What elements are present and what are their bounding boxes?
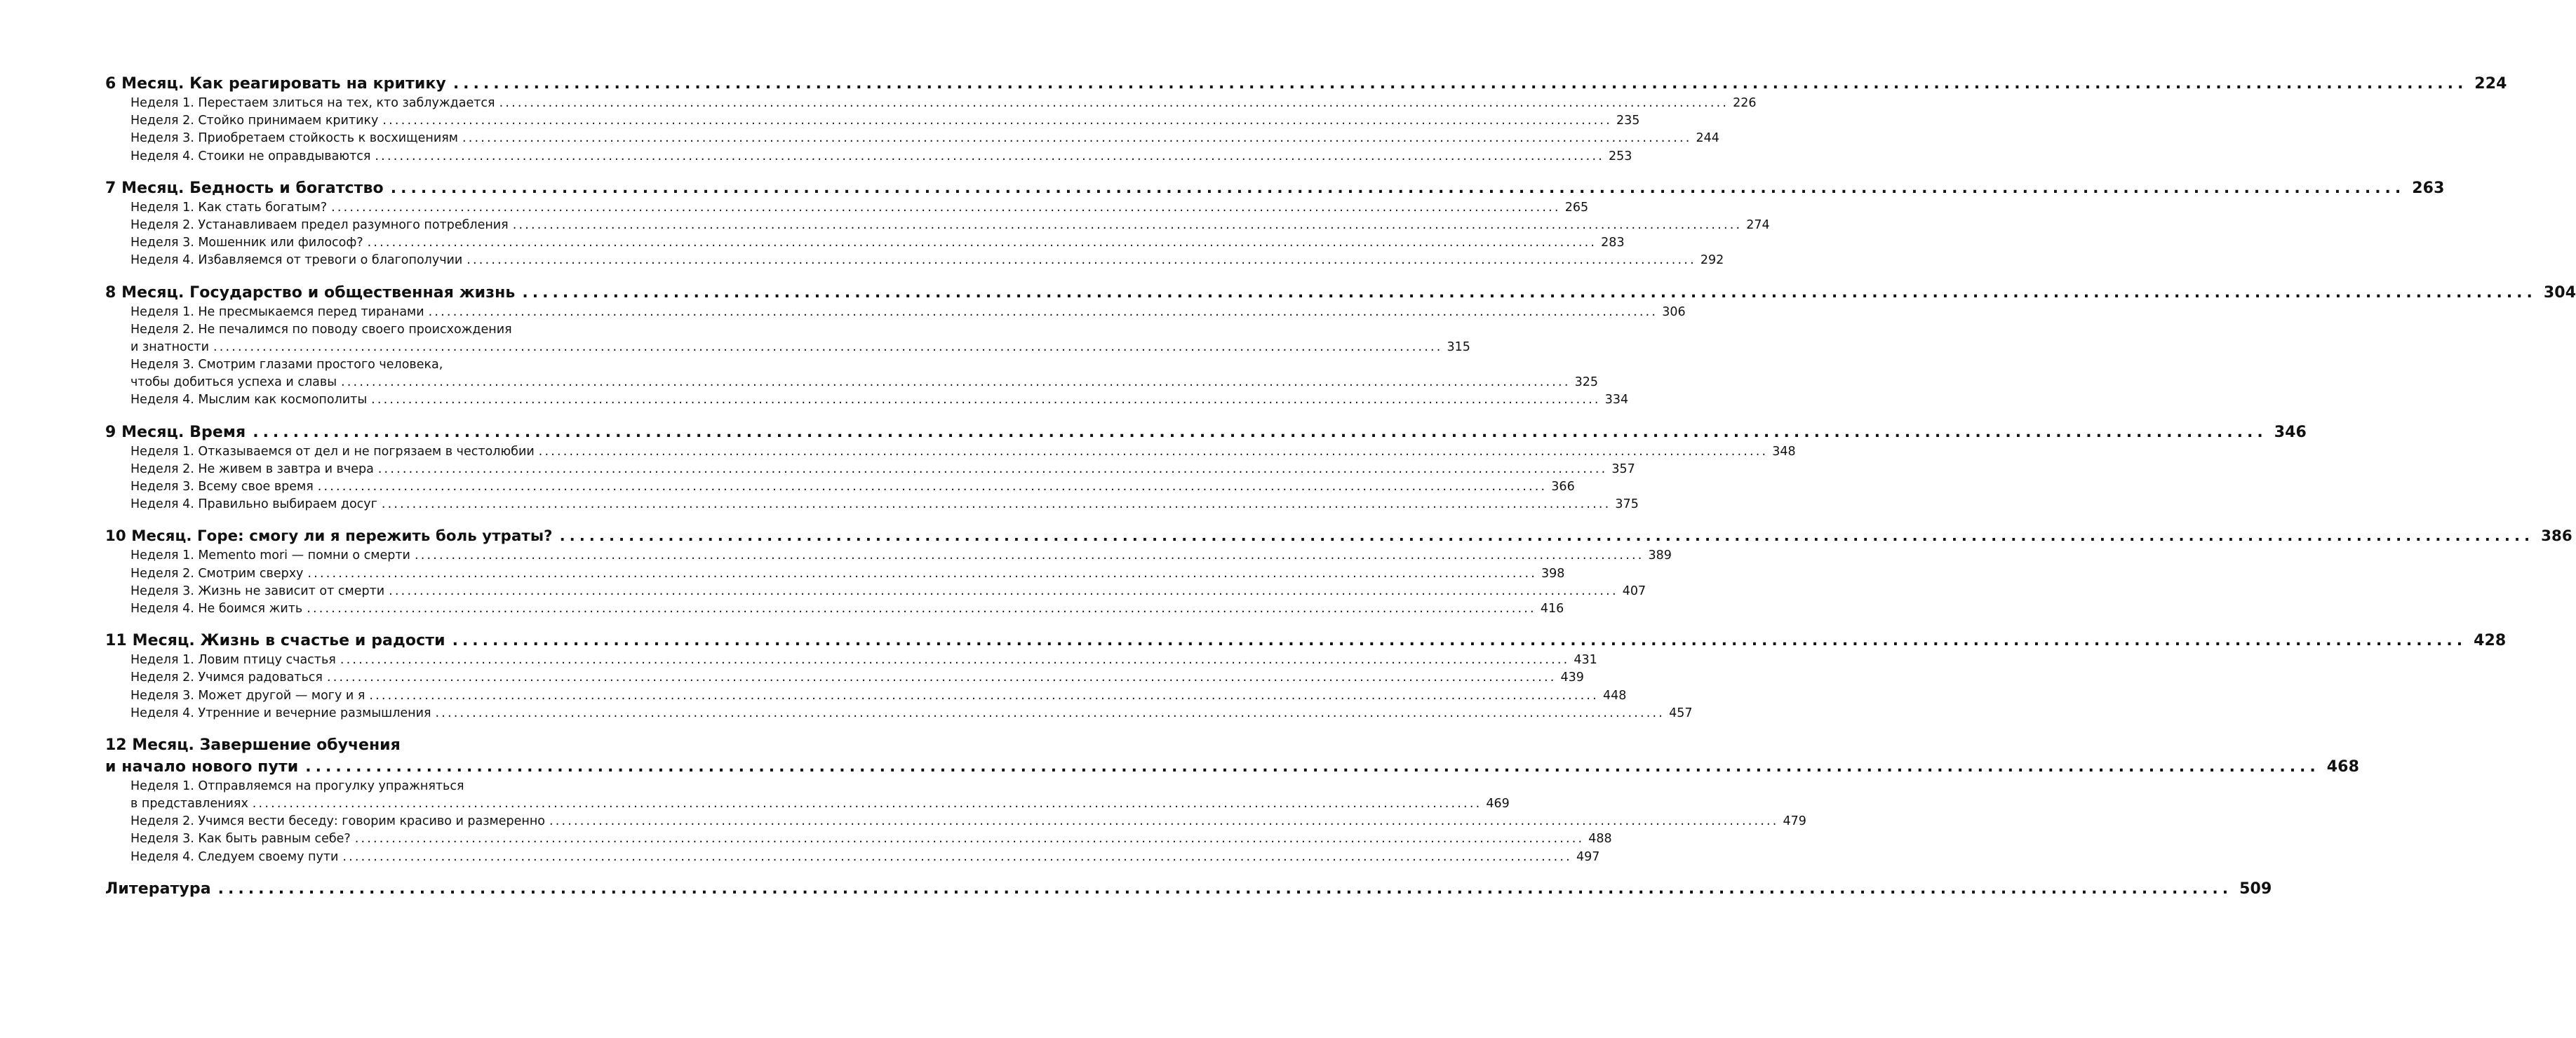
toc-chapter-entry-line2[interactable] xyxy=(105,756,2359,778)
week-title: Неделя 4. Утренние и вечерние размышления xyxy=(130,706,431,720)
dot-leader: ........................................................................................................................................................................................................ xyxy=(217,879,2233,898)
page-number: 292 xyxy=(1700,253,1724,268)
page-number: 346 xyxy=(2274,423,2307,441)
chapter-title-continued: и начало нового пути xyxy=(105,757,299,776)
week-title: Неделя 3. Мошенник или философ? xyxy=(130,236,363,250)
week-title: Неделя 1. Memento mori — помни о смерти xyxy=(130,548,410,563)
page-number: 457 xyxy=(1669,706,1693,720)
week-title-continued: чтобы добиться успеха и славы xyxy=(130,375,337,390)
week-title: Неделя 2. Учимся вести беседу: говорим красиво и размеренно xyxy=(130,814,545,829)
page-number: 407 xyxy=(1622,584,1646,598)
page-number: 224 xyxy=(2474,75,2507,93)
dot-leader: ........................................................................................................................................................................................................ xyxy=(252,797,1482,811)
toc-week-entry[interactable] xyxy=(105,583,1646,600)
toc-section-month-8 xyxy=(105,282,2576,410)
dot-leader: ........................................................................................................................................................................................................ xyxy=(382,114,1612,128)
week-title: Неделя 4. Следуем своему пути xyxy=(130,849,339,864)
dot-leader: ........................................................................................................................................................................................................ xyxy=(390,179,2406,197)
dot-leader: ........................................................................................................................................................................................................ xyxy=(307,566,1537,581)
dot-leader: ........................................................................................................................................................................................................ xyxy=(375,149,1604,163)
week-title: Неделя 3. Как быть равным себе? xyxy=(130,832,351,847)
page-number: 488 xyxy=(1588,832,1612,847)
week-title: Неделя 1. Отправляемся на прогулку упражняться xyxy=(130,779,464,793)
toc-week-entry[interactable] xyxy=(105,391,1629,409)
page-number: 357 xyxy=(1611,461,1635,476)
toc-week-entry[interactable] xyxy=(105,813,1806,830)
dot-leader: ........................................................................................................................................................................................................ xyxy=(326,670,1557,685)
toc-section-month-7 xyxy=(105,177,2445,270)
page-number: 244 xyxy=(1696,131,1719,146)
dot-leader: ........................................................................................................................................................................................................ xyxy=(538,444,1769,459)
week-title: Неделя 3. Смотрим глазами простого человека, xyxy=(130,358,443,372)
dot-leader: ........................................................................................................................................................................................................ xyxy=(414,548,1644,563)
toc-week-entry[interactable] xyxy=(105,95,1757,112)
page-number: 416 xyxy=(1540,601,1564,616)
dot-leader: ........................................................................................................................................................................................................ xyxy=(467,253,1696,268)
page-number: 431 xyxy=(1574,653,1597,668)
chapter-title: Литература xyxy=(105,879,211,898)
page-number: 509 xyxy=(2239,879,2272,898)
page-number: 304 xyxy=(2543,283,2576,302)
chapter-title: 10 Месяц. Горе: смогу ли я пережить боль утраты? xyxy=(105,527,553,546)
toc-week-entry[interactable] xyxy=(105,478,1575,496)
toc-week-entry[interactable] xyxy=(105,217,1770,234)
dot-leader: ........................................................................................................................................................................................................ xyxy=(305,757,2320,776)
toc-week-entry[interactable] xyxy=(105,565,1565,583)
chapter-title: 9 Месяц. Время xyxy=(105,423,246,441)
page-number: 334 xyxy=(1604,393,1629,407)
toc-week-entry[interactable] xyxy=(105,849,1600,866)
chapter-title: 11 Месяц. Жизнь в счастье и радости xyxy=(105,632,445,650)
toc-week-entry[interactable] xyxy=(105,304,1686,321)
toc-week-entry[interactable] xyxy=(105,669,1584,687)
toc-chapter-entry[interactable] xyxy=(105,525,2572,547)
week-title: Неделя 1. Не пресмыкаемся перед тиранами xyxy=(130,304,424,319)
dot-leader: ........................................................................................................................................................................................................ xyxy=(522,283,2537,302)
toc-chapter-entry-line1[interactable] xyxy=(105,734,601,756)
week-title: Неделя 4. Не боимся жить xyxy=(130,601,303,616)
dot-leader: ........................................................................................................................................................................................................ xyxy=(549,814,1779,829)
toc-chapter-entry[interactable] xyxy=(105,422,2307,443)
week-title: Неделя 3. Может другой — могу и я xyxy=(130,688,365,703)
dot-leader: ........................................................................................................................................................................................................ xyxy=(342,849,1572,864)
dot-leader: ........................................................................................................................................................................................................ xyxy=(389,584,1618,598)
toc-week-entry[interactable] xyxy=(105,496,1639,513)
dot-leader: ........................................................................................................................................................................................................ xyxy=(354,832,1585,847)
page-number: 386 xyxy=(2541,527,2572,546)
dot-leader: ........................................................................................................................................................................................................ xyxy=(331,200,1561,215)
dot-leader: ........................................................................................................................................................................................................ xyxy=(452,75,2468,93)
toc-week-entry[interactable] xyxy=(105,443,1796,461)
toc-week-entry[interactable] xyxy=(105,461,1635,478)
dot-leader: ........................................................................................................................................................................................................ xyxy=(213,339,1443,354)
page-number: 439 xyxy=(1560,670,1584,685)
page-number: 389 xyxy=(1648,548,1672,563)
toc-week-entry-line1[interactable] xyxy=(105,778,601,795)
week-title: Неделя 1. Ловим птицу счастья xyxy=(130,653,336,668)
page-number: 235 xyxy=(1616,114,1640,128)
dot-leader: ........................................................................................................................................................................................................ xyxy=(367,236,1597,250)
chapter-title: 8 Месяц. Государство и общественная жизнь xyxy=(105,283,516,302)
week-title: Неделя 1. Перестаем злиться на тех, кто заблуждается xyxy=(130,96,495,110)
dot-leader: ........................................................................................................................................................................................................ xyxy=(381,497,1611,512)
toc-week-entry[interactable] xyxy=(105,252,1724,269)
week-title: Неделя 2. Смотрим сверху xyxy=(130,566,304,581)
page-number: 274 xyxy=(1746,217,1770,232)
toc-week-entry[interactable] xyxy=(105,705,1693,722)
toc-section-month-6 xyxy=(105,73,2507,166)
week-title: Неделя 3. Жизнь не зависит от смерти xyxy=(130,584,385,598)
dot-leader: ........................................................................................................................................................................................................ xyxy=(452,632,2467,650)
page-number: 263 xyxy=(2412,179,2445,197)
page-number: 306 xyxy=(1662,304,1686,319)
dot-leader: ........................................................................................................................................................................................................ xyxy=(369,688,1599,703)
dot-leader: ........................................................................................................................................................................................................ xyxy=(435,706,1665,720)
week-title: Неделя 4. Мыслим как космополиты xyxy=(130,393,368,407)
page-number: 226 xyxy=(1733,96,1757,110)
toc-week-entry-line2[interactable] xyxy=(105,339,1470,356)
page-number: 448 xyxy=(1602,688,1627,703)
toc-week-entry[interactable] xyxy=(105,600,1564,618)
page-number: 479 xyxy=(1783,814,1806,829)
toc-week-entry[interactable] xyxy=(105,112,1640,130)
week-title: Неделя 1. Как стать богатым? xyxy=(130,200,328,215)
page-number: 283 xyxy=(1601,236,1625,250)
week-title-continued: и знатности xyxy=(130,339,209,354)
toc-week-entry[interactable] xyxy=(105,234,1625,252)
page-number: 253 xyxy=(1608,149,1632,163)
page-number: 315 xyxy=(1447,339,1470,354)
dot-leader: ........................................................................................................................................................................................................ xyxy=(462,131,1692,146)
toc-section-month-9 xyxy=(105,422,2307,514)
chapter-title: 12 Месяц. Завершение обучения xyxy=(105,736,401,754)
toc-week-entry[interactable] xyxy=(105,199,1589,217)
toc-week-entry[interactable] xyxy=(105,130,1719,147)
page-number: 469 xyxy=(1486,797,1510,811)
chapter-title: 7 Месяц. Бедность и богатство xyxy=(105,179,384,197)
toc-section-month-11 xyxy=(105,630,2507,722)
week-title-continued: в представлениях xyxy=(130,797,248,811)
week-title: Неделя 4. Правильно выбираем досуг xyxy=(130,497,377,512)
page-number: 428 xyxy=(2474,632,2507,650)
toc-week-entry[interactable] xyxy=(105,687,1627,705)
page-number: 468 xyxy=(2326,757,2359,776)
toc-chapter-entry[interactable] xyxy=(105,73,2507,95)
toc-week-entry-line1[interactable] xyxy=(105,356,601,374)
dot-leader: ........................................................................................................................................................................................................ xyxy=(499,96,1729,110)
week-title: Неделя 2. Устанавливаем предел разумного потребления xyxy=(130,217,509,232)
toc-week-entry[interactable] xyxy=(105,830,1612,848)
week-title: Неделя 2. Не печалимся по поводу своего происхождения xyxy=(130,322,512,337)
toc-section-literature xyxy=(105,878,2272,900)
dot-leader: ........................................................................................................................................................................................................ xyxy=(317,480,1548,494)
page-number: 265 xyxy=(1564,200,1589,215)
dot-leader: ........................................................................................................................................................................................................ xyxy=(371,393,1601,407)
dot-leader: ........................................................................................................................................................................................................ xyxy=(428,304,1658,319)
page-number: 348 xyxy=(1772,444,1796,459)
toc-week-entry[interactable] xyxy=(105,652,1597,669)
dot-leader: ........................................................................................................................................................................................................ xyxy=(253,423,2267,441)
toc-chapter-entry[interactable] xyxy=(105,630,2507,652)
week-title: Неделя 4. Избавляемся от тревоги о благополучии xyxy=(130,253,463,268)
dot-leader: ........................................................................................................................................................................................................ xyxy=(340,653,1570,668)
page-number: 398 xyxy=(1541,566,1565,581)
week-title: Неделя 1. Отказываемся от дел и не погрязаем в честолюбии xyxy=(130,444,535,459)
week-title: Неделя 2. Учимся радоваться xyxy=(130,670,323,685)
week-title: Неделя 3. Всему свое время xyxy=(130,480,314,494)
page-number: 375 xyxy=(1615,497,1639,512)
page-number: 366 xyxy=(1551,480,1575,494)
dot-leader: ........................................................................................................................................................................................................ xyxy=(559,527,2535,546)
toc-chapter-entry[interactable] xyxy=(105,878,2272,900)
toc-week-entry-line2[interactable] xyxy=(105,795,1510,813)
chapter-title: 6 Месяц. Как реагировать на критику xyxy=(105,75,446,93)
dot-leader: ........................................................................................................................................................................................................ xyxy=(512,217,1743,232)
toc-chapter-entry[interactable] xyxy=(105,177,2445,199)
toc-week-entry[interactable] xyxy=(105,148,1632,166)
week-title: Неделя 4. Стоики не оправдываются xyxy=(130,149,371,163)
toc-week-entry-line1[interactable] xyxy=(105,321,601,339)
week-title: Неделя 2. Не живем в завтра и вчера xyxy=(130,461,374,476)
toc-chapter-entry[interactable] xyxy=(105,282,2576,304)
toc-section-month-10 xyxy=(105,525,2572,618)
dot-leader: ........................................................................................................................................................................................................ xyxy=(377,461,1608,476)
week-title: Неделя 3. Приобретаем стойкость к восхищениям xyxy=(130,131,458,146)
toc-week-entry-line2[interactable] xyxy=(105,374,1598,391)
toc-week-entry[interactable] xyxy=(105,547,1672,565)
dot-leader: ........................................................................................................................................................................................................ xyxy=(307,601,1536,616)
page-number: 497 xyxy=(1576,849,1600,864)
week-title: Неделя 2. Стойко принимаем критику xyxy=(130,114,379,128)
table-of-contents xyxy=(105,73,2576,912)
toc-section-month-12 xyxy=(105,734,2359,866)
dot-leader: ........................................................................................................................................................................................................ xyxy=(341,375,1571,390)
page-number: 325 xyxy=(1574,375,1598,390)
